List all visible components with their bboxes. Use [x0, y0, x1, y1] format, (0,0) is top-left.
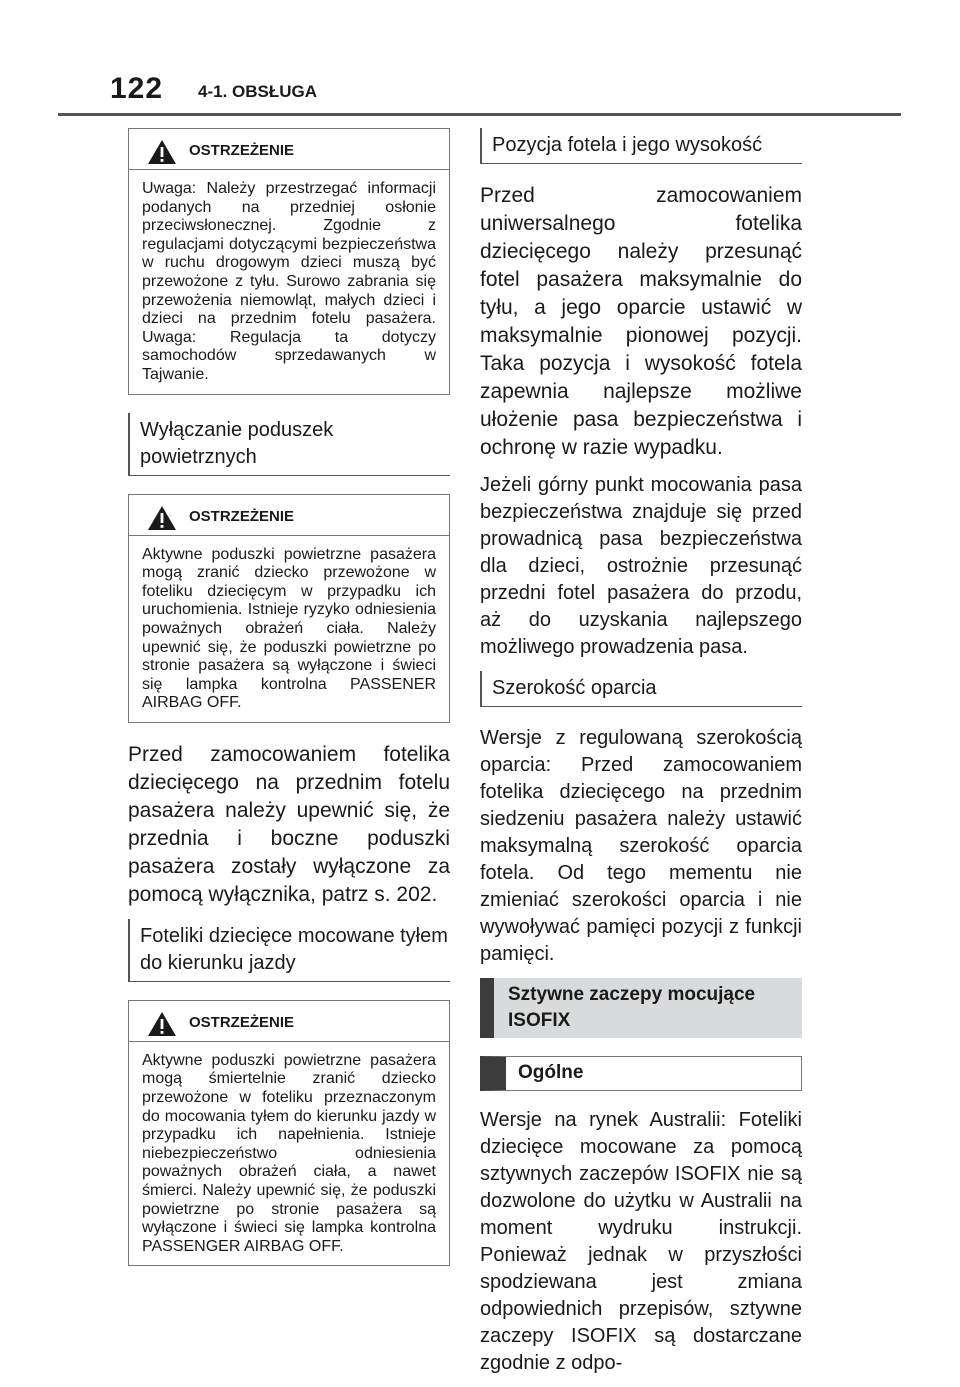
paragraph: Przed zamocowaniem fotelika dziecięcego na przednim fotelu pasażera należy upewnić się, że przednia i boczne poduszki pasażera zostały wyłączone za pomocą wyłącznika, patrz s. 202.	[128, 742, 450, 906]
subheading: Pozycja fotela i jego wysokość	[480, 128, 802, 164]
warning-header	[129, 1001, 449, 1042]
warning-title: OSTRZEŻENIE	[189, 142, 295, 159]
header-divider	[58, 113, 901, 116]
warning-triangle-icon	[147, 1011, 177, 1037]
warning-title: OSTRZEŻENIE	[189, 507, 295, 525]
warning-box	[128, 1000, 450, 1267]
warning-text: Uwaga: Należy przestrzegać informacji podanych na przedniej osłonie przeciwsłonecznej. Zgodnie z regulacjami dotyczącymi bezpieczeństwa w ruchu drogowym dzieci muszą być przewożone z tyłu. Surowo zabrania się przewożenia niemowląt, małych dzieci i dzieci na przednim fotelu pasażera. Uwaga: Regulacja ta dotyczy samochodów sprzedawanych w Tajwanie.	[142, 180, 436, 383]
warning-title: OSTRZEŻENIE	[189, 1013, 295, 1031]
paragraph: Przed zamocowaniem uniwersalnego fotelika dziecięcego należy przesunąć fotel pasażera maksymalnie do tyłu, a jego oparcie ustawić w maksymalnie pionowej pozycji. Taka pozycja i wysokość fotela zapewnia najlepsze możliwe ułożenie pasa bezpieczeństwa i ochronę w razie wypadku.	[480, 184, 802, 459]
warning-triangle-icon	[147, 139, 177, 165]
page-header	[0, 0, 960, 120]
warning-header	[129, 129, 449, 170]
left-column	[128, 128, 450, 1284]
warning-box	[128, 494, 450, 723]
warning-triangle-icon	[147, 505, 177, 531]
warning-text: Aktywne poduszki powietrzne pasażera mogą zranić dziecko przewożone w foteliku dziecięcym w przypadku ich uruchomienia. Istnieje ryzyko odniesienia poważnych obrażeń ciała. Należy upewnić się, że poduszki powietrzne po stronie pasażera są wyłączone i świeci się lampka kontrolna PASSENER AIRBAG OFF.	[142, 545, 436, 712]
subheading: Wyłączanie poduszek powietrznych	[128, 413, 450, 476]
section-title: 4-1. OBSŁUGA	[198, 82, 318, 101]
warning-header	[129, 495, 449, 536]
warning-text: Aktywne poduszki powietrzne pasażera mogą śmiertelnie zranić dziecko przewożone w foteliku przeznaczonym do mocowania tyłem do kierunku jazdy w przypadku ich napełnienia. Istnieje niebezpieczeństwo odniesienia poważnych obrażeń ciała, a nawet śmierci. Należy upewnić się, że poduszki powietrzne po stronie pasażera są wyłączone i świeci się lampka kontrolna PASSENGER AIRBAG OFF.	[142, 1051, 436, 1255]
paragraph: Wersje na rynek Australii: Foteliki dziecięce mocowane za pomocą sztywnych zaczepów ISOFIX nie są dozwolone do użytku w Australii na moment wydruku instrukcji. Ponieważ jednak w przyszłości spodziewana jest zmiana odpowiednich przepisów, sztywne zaczepy ISOFIX są dostarczane zgodnie z odpo-	[480, 1109, 802, 1374]
paragraph: Wersje z regulowaną szerokością oparcia: Przed zamocowaniem fotelika dziecięcego na przednim siedzeniu pasażera należy ustawić maksymalną szerokość oparcia fotela. Od tego mementu nie zmieniać szerokości oparcia i nie wywoływać pamięci pozycji z funkcji pamięci.	[480, 727, 802, 965]
right-column	[480, 128, 802, 1387]
section-band-heading: Sztywne zaczepy mocujące ISOFIX	[480, 978, 802, 1038]
page-number: 122	[110, 72, 164, 105]
subheading: Foteliki dziecięce mocowane tyłem do kierunku jazdy	[128, 919, 450, 982]
boxed-subheading: Ogólne	[480, 1056, 802, 1091]
paragraph: Jeżeli górny punkt mocowania pasa bezpieczeństwa znajduje się przed prowadnicą pasa bezpieczeństwa dla dzieci, ostrożnie przesunąć przedni fotel pasażera do przodu, aż do uzyskania najlepszego możliwego prowadzenia pasa.	[480, 474, 802, 658]
subheading: Szerokość oparcia	[480, 671, 802, 707]
warning-box	[128, 128, 450, 395]
